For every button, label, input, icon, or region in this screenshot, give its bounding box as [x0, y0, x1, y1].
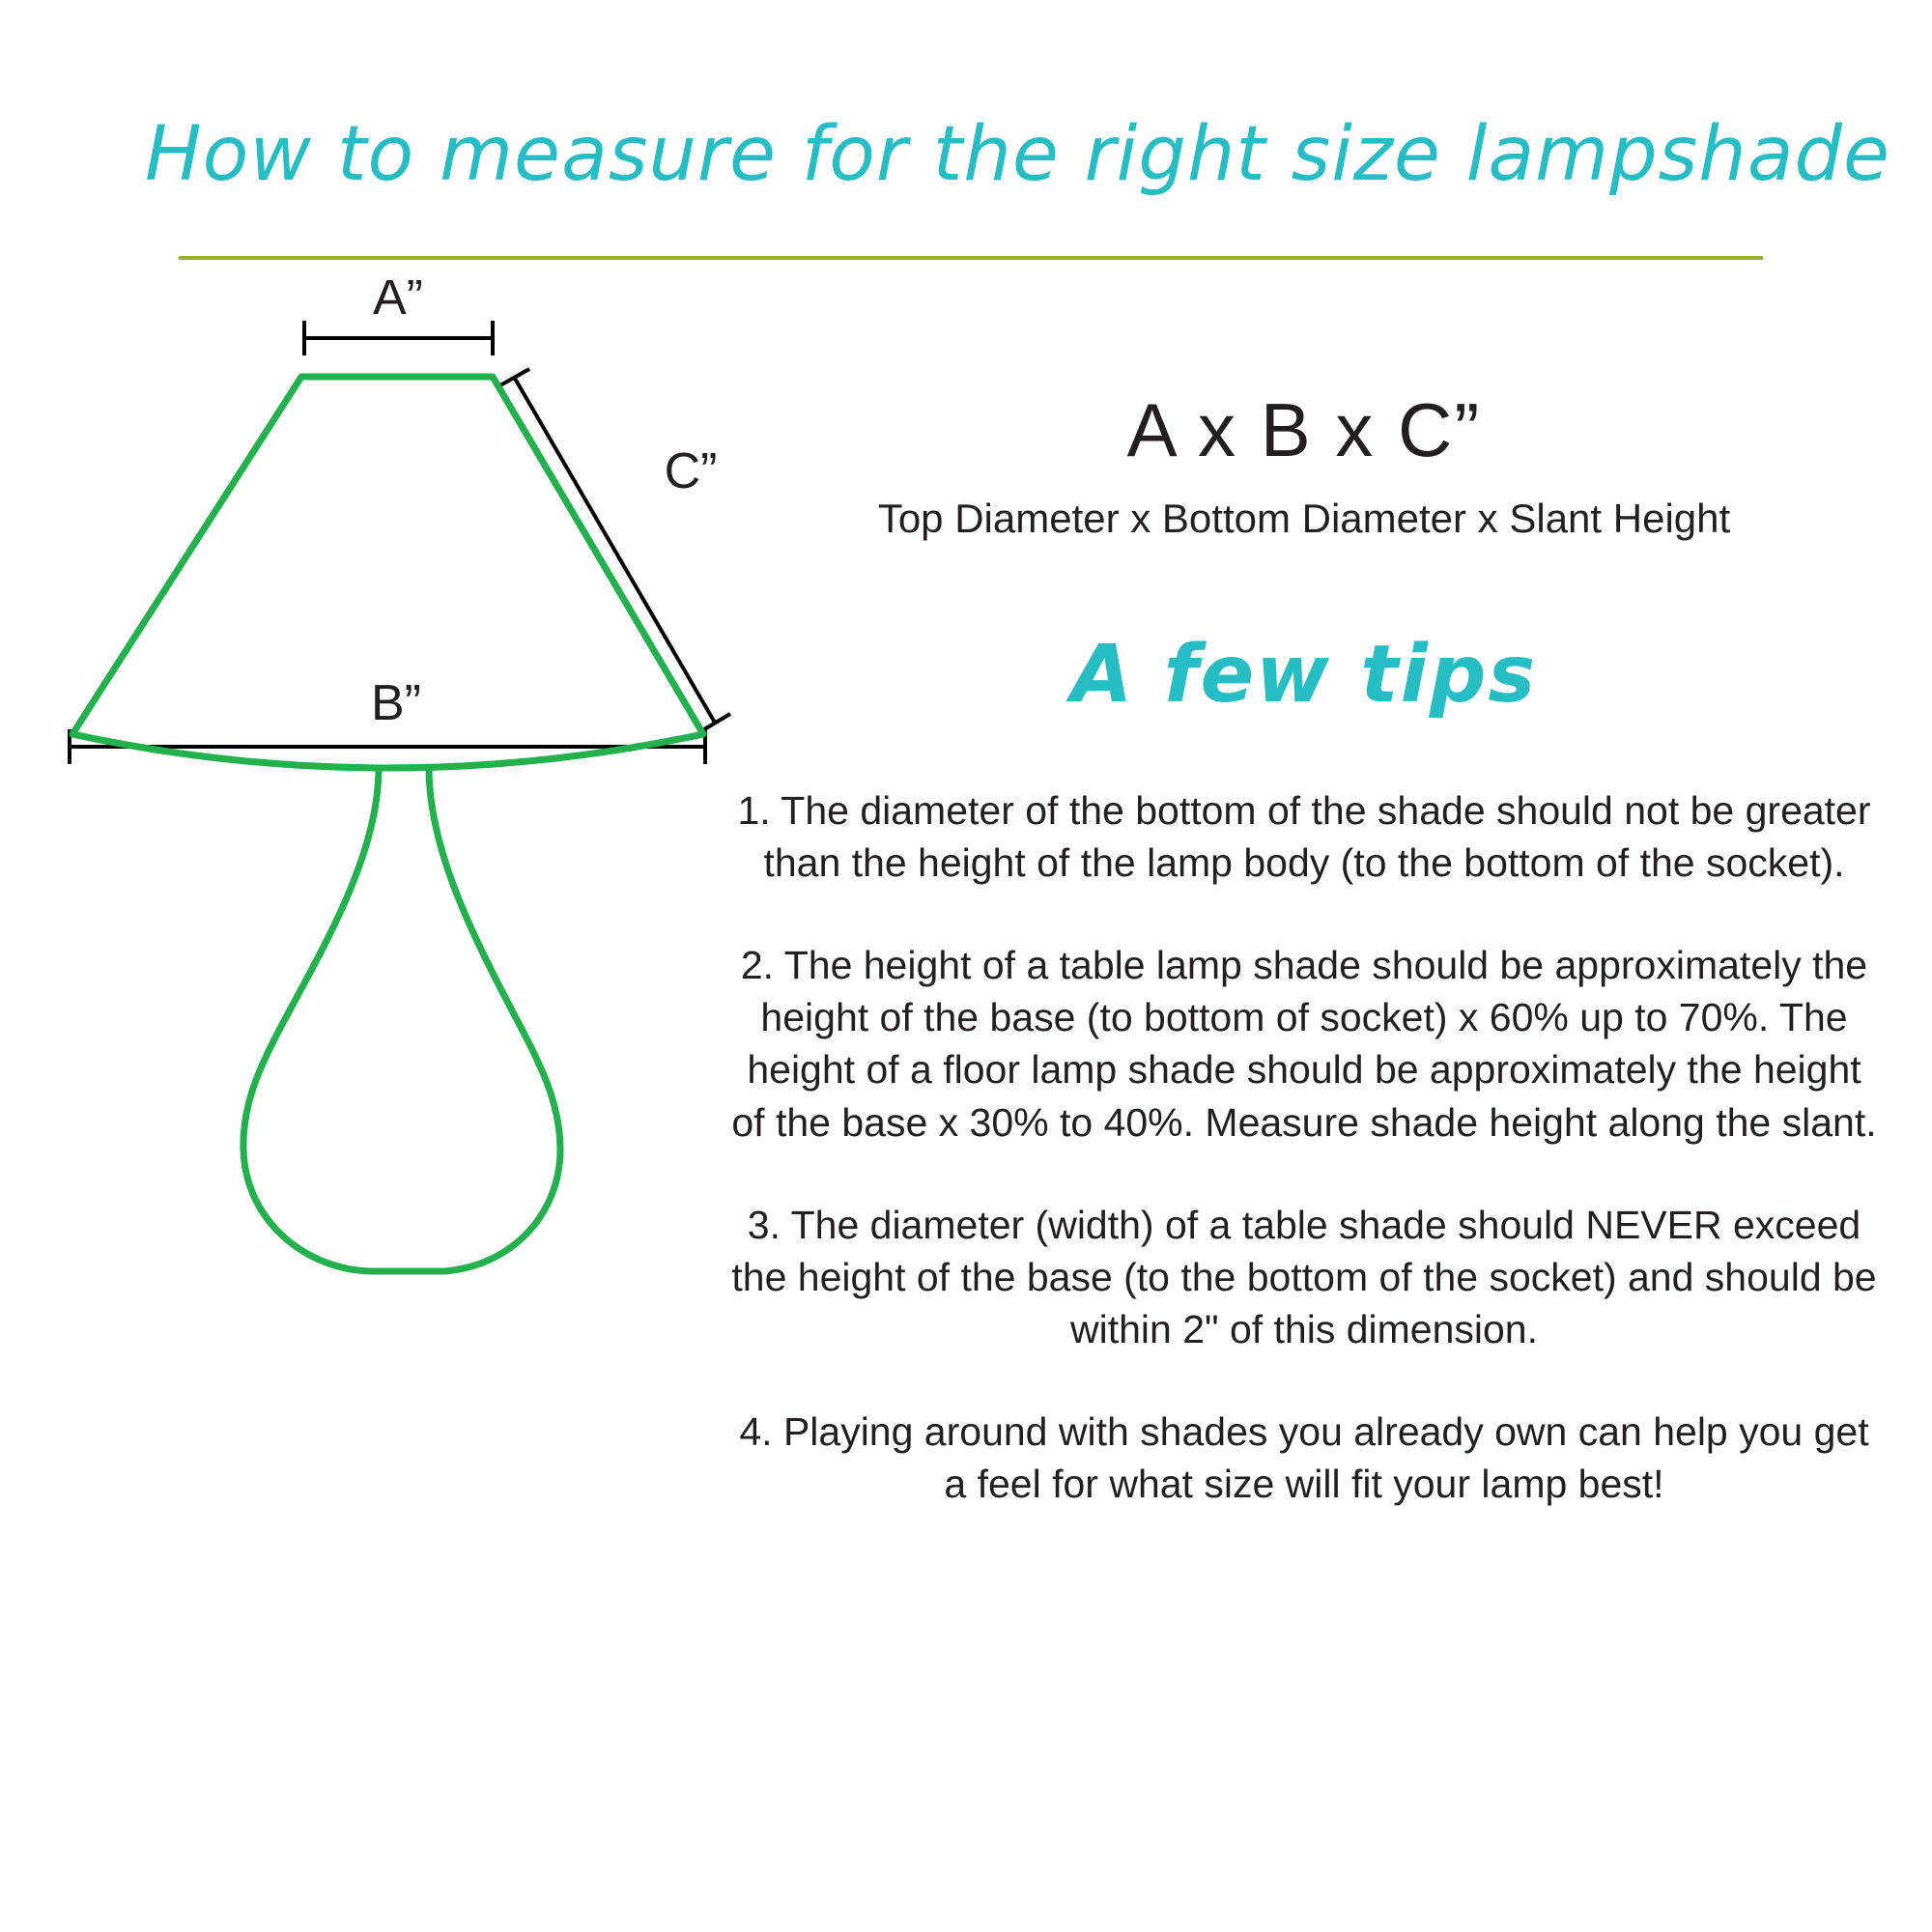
list-item: 1. The diameter of the bottom of the shade should not be greater than the height of the lamp body (to the bottom of the socket).: [737, 788, 1871, 886]
list-item: 4. Playing around with shades you already own can help you get a feel for what size will fit your lamp best!: [739, 1408, 1869, 1507]
title-divider: [179, 256, 1763, 260]
dimension-line-a: [304, 321, 493, 355]
lampshade-bottom-rim: [72, 734, 703, 768]
label-a: A”: [373, 280, 423, 326]
label-b: B”: [371, 675, 421, 731]
list-item: 3. The diameter (width) of a table shade should NEVER exceed the height of the base (to the bottom of the socket) and should be within 2" of this dimension.: [731, 1202, 1877, 1351]
formula-heading: A x B x C”: [1126, 387, 1482, 472]
formula-subheading: Top Diameter x Bottom Diameter x Slant Height: [877, 496, 1731, 541]
dimension-line-c: [498, 369, 730, 732]
page-title: How to measure for the right size lampshade: [145, 111, 1891, 198]
info-column: [715, 386, 1893, 1510]
label-c: C”: [664, 443, 718, 499]
lamp-base-outline: [243, 768, 560, 1271]
dimension-line-b: [70, 729, 705, 764]
tips-heading: A few tips: [1070, 629, 1538, 721]
list-item: 2. The height of a table lamp shade should be approximately the height of the base (to bottom of socket) x 60% up to 70%. The height of a floor lamp shade should be approximately the height of the base x 30% to 40%. Measure shade height along the slant.: [731, 943, 1877, 1145]
tips-list: [715, 784, 1893, 1510]
